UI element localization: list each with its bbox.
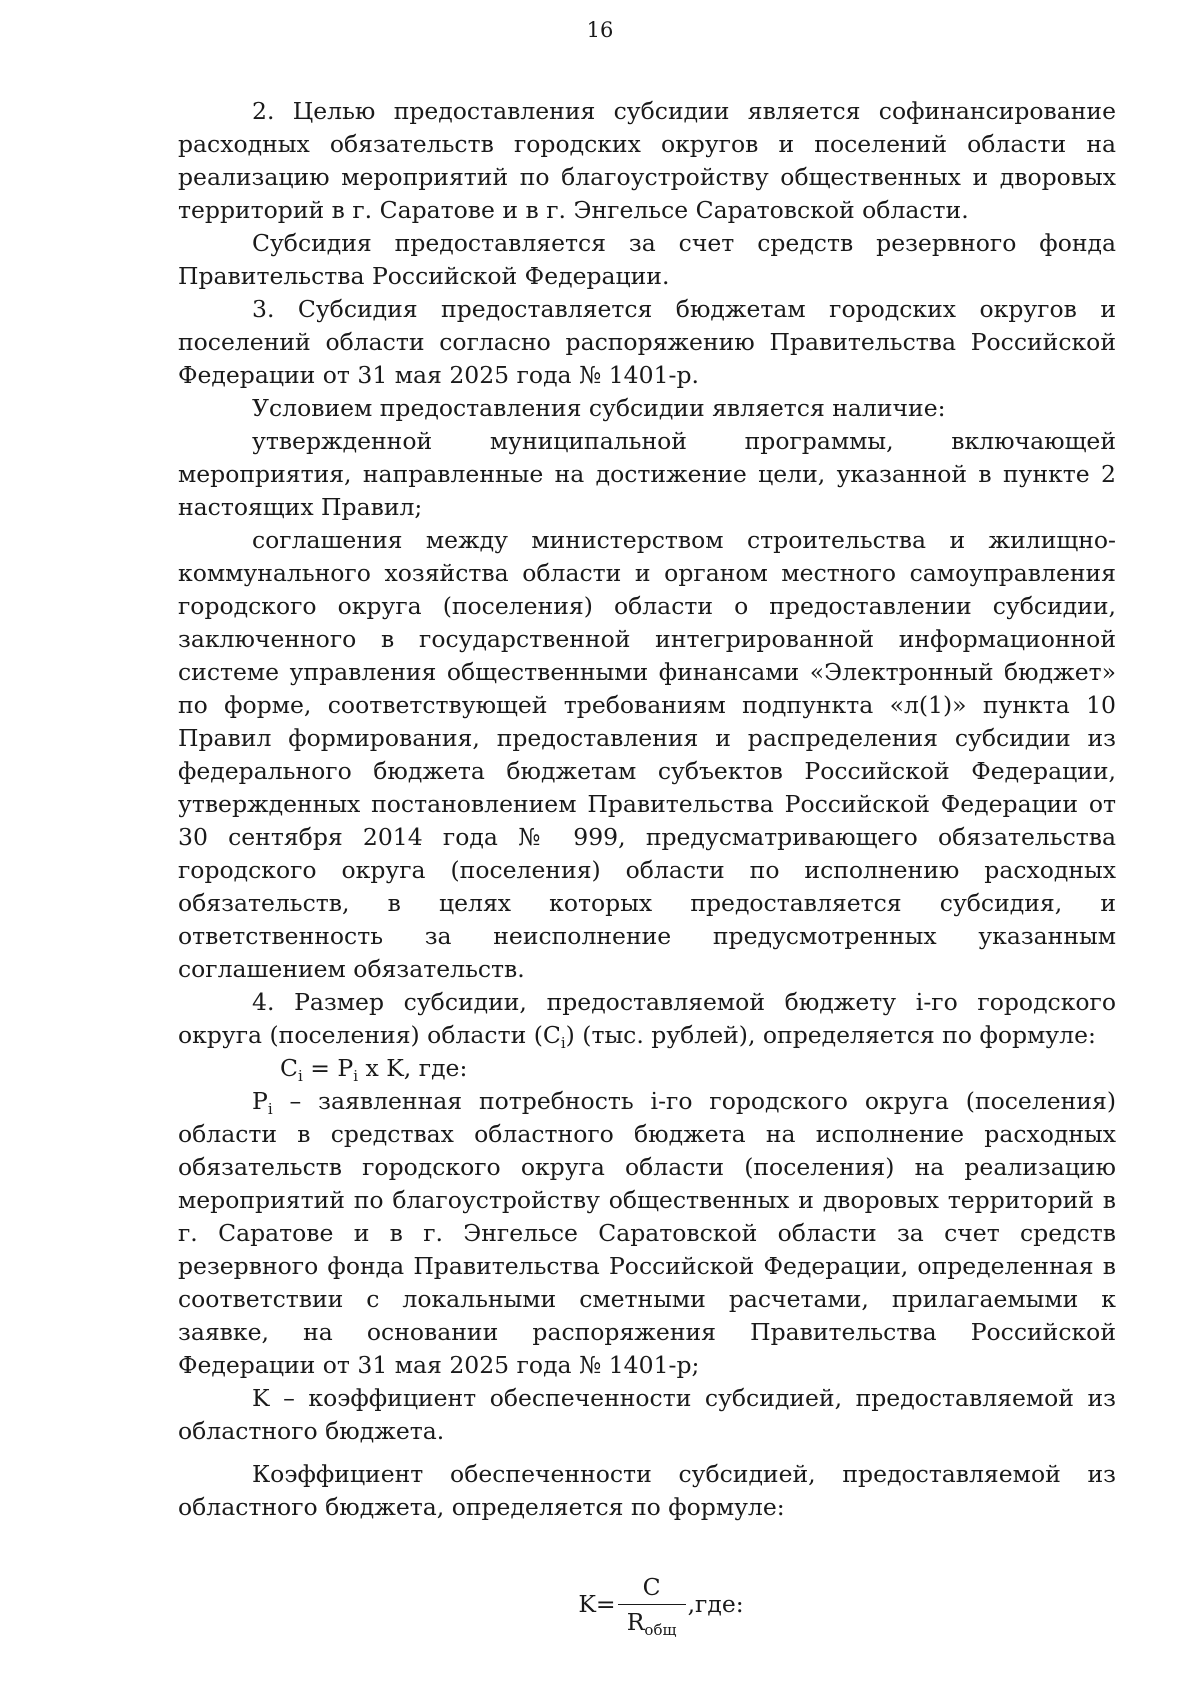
formula-k-denominator-sub: общ bbox=[644, 1621, 677, 1639]
document-body bbox=[178, 95, 1116, 1637]
paragraph-program: утвержденной муниципальной программы, включающей мероприятия, направленные на достижение цели, указанной в пункте 2 настоящих Правил; bbox=[178, 427, 1116, 521]
paragraph-k-intro: Коэффициент обеспеченности субсидией, предоставляемой из областного бюджета, определяется по формуле: bbox=[178, 1460, 1116, 1521]
formula-k-lhs: K= bbox=[578, 1590, 616, 1618]
formula-k-numerator: C bbox=[618, 1572, 686, 1605]
para4-subscript: i bbox=[560, 1034, 566, 1052]
pi-symbol: P bbox=[252, 1087, 268, 1115]
formula-ci-lhs-sub: i bbox=[297, 1067, 303, 1085]
paragraph-pi-definition bbox=[178, 1085, 1116, 1382]
formula-k-denominator bbox=[627, 1605, 677, 1637]
paragraph-k-definition: K – коэффициент обеспеченности субсидией, предоставляемой из областного бюджета. bbox=[178, 1384, 1116, 1445]
formula-ci-p-sub: i bbox=[353, 1067, 359, 1085]
formula-k-suffix: ,где: bbox=[687, 1590, 744, 1618]
paragraph-3-budgets: 3. Субсидия предоставляется бюджетам городских округов и поселений области согласно распоряжению Правительства Российской Федерации от 31 мая 2025 года № 1401-р. bbox=[178, 295, 1116, 389]
formula-ci bbox=[178, 1052, 1116, 1085]
formula-k bbox=[178, 1572, 1116, 1637]
formula-k-denominator-symbol: R bbox=[626, 1608, 645, 1636]
formula-ci-eq: = P bbox=[302, 1054, 354, 1082]
formula-ci-rest: x K, где: bbox=[358, 1054, 468, 1082]
para4-text-before: 4. Размер субсидии, предоставляемой бюджету i-го городского округа (поселения) области (C bbox=[178, 988, 1116, 1049]
paragraph-reserve-fund: Субсидия предоставляется за счет средств резервного фонда Правительства Российской Федерации. bbox=[178, 229, 1116, 290]
paragraph-condition: Условием предоставления субсидии является наличие: bbox=[252, 394, 946, 422]
formula-k-fraction bbox=[618, 1572, 686, 1637]
page-number: 16 bbox=[586, 18, 614, 42]
paragraph-agreement: соглашения между министерством строительства и жилищно-коммунального хозяйства области и органом местного самоуправления городского округа (поселения) области о предоставлении субсидии, заключенного в государственной интегрированной информационной системе управления общественными финансами «Электронный бюджет» по форме, соответствующей требованиям подпункта «л(1)» пункта 10 Правил формирования, предоставления и распределения субсидии из федерального бюджета бюджетам субъектов Российской Федерации, утвержденных постановлением Правительства Российской Федерации от 30 сентября 2014 года № 999, предусматривающего обязательства городского округа (поселения) области по исполнению расходных обязательств, в целях которых предоставляется субсидия, и ответственность за неисполнение предусмотренных указанным соглашением обязательств. bbox=[178, 526, 1116, 983]
paragraph-4-size bbox=[178, 986, 1116, 1052]
pi-subscript: i bbox=[267, 1100, 273, 1118]
paragraph-2-purpose: 2. Целью предоставления субсидии является софинансирование расходных обязательств городских округов и поселений области на реализацию мероприятий по благоустройству общественных и дворовых территорий в г. Саратове и в г. Энгельсе Саратовской области. bbox=[178, 97, 1116, 224]
formula-ci-lhs: C bbox=[280, 1054, 298, 1082]
pi-definition-text: – заявленная потребность i-го городского округа (поселения) области в средствах областного бюджета на исполнение расходных обязательств городского округа области (поселения) на реализацию мероприятий по благоустройству общественных и дворовых территорий в г. Саратове и в г. Энгельсе Саратовской области за счет средств резервного фонда Правительства Российской Федерации, определенная в соответствии с локальными сметными расчетами, прилагаемыми к заявке, на основании распоряжения Правительства Российской Федерации от 31 мая 2025 года № 1401-р; bbox=[178, 1087, 1116, 1379]
para4-text-after: ) (тыс. рублей), определяется по формуле: bbox=[565, 1021, 1096, 1049]
